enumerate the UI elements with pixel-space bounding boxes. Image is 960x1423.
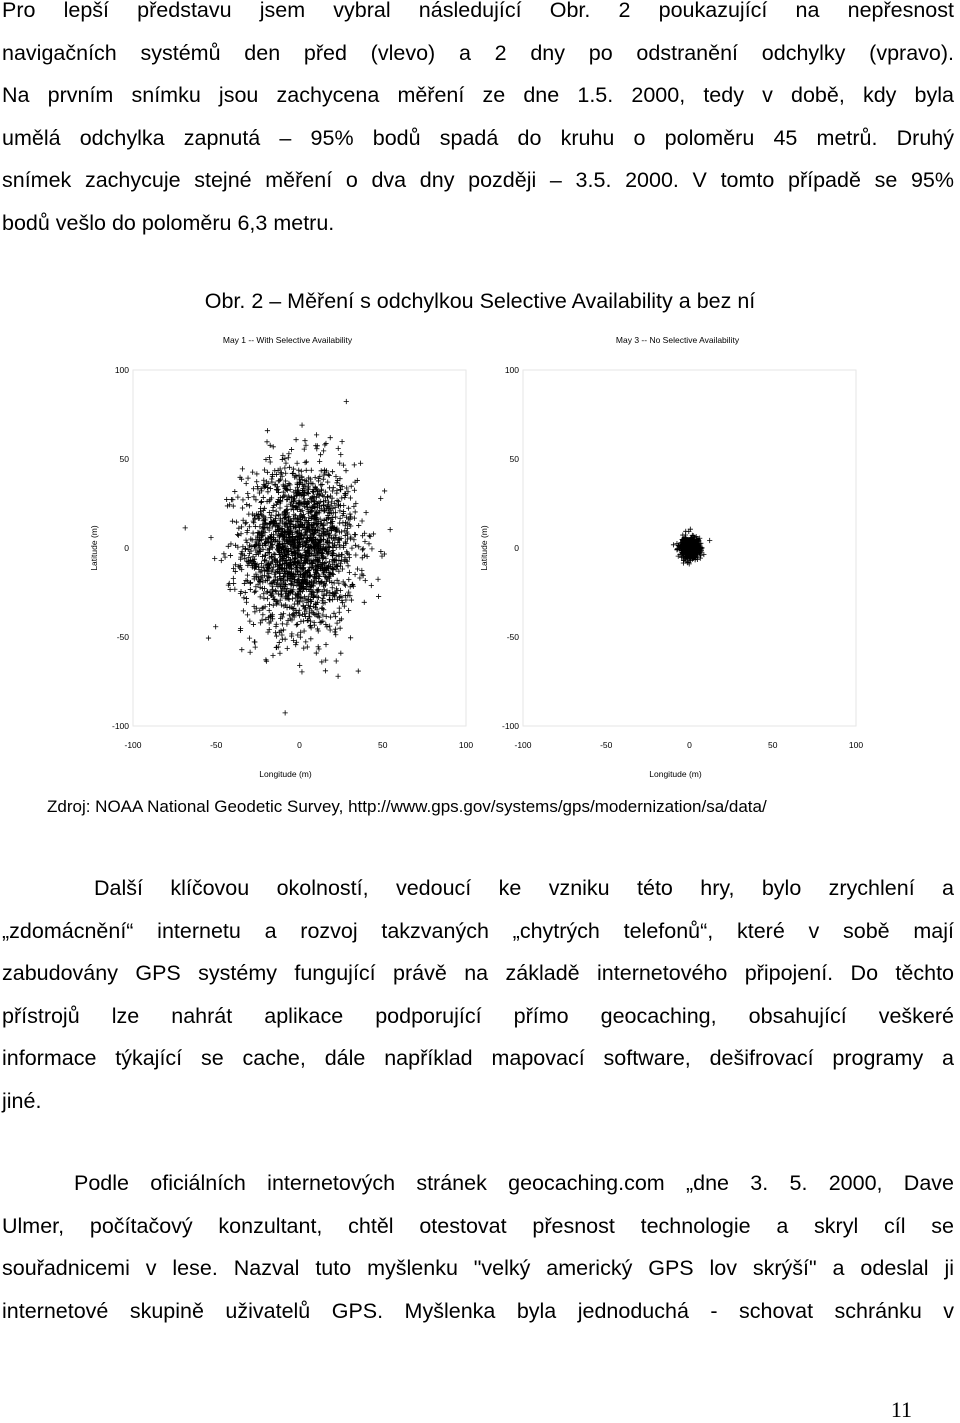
scatter-point: [343, 583, 348, 588]
scatter-point: [297, 608, 302, 613]
text-line: bodů vešlo do poloměru 6,3 metru.: [2, 210, 335, 235]
scatter-point: [265, 470, 270, 475]
scatter-point: [344, 399, 349, 404]
scatter-point: [228, 553, 233, 558]
scatter-point: [268, 459, 273, 464]
scatter-point: [294, 461, 299, 466]
scatter-point: [212, 556, 217, 561]
text-line: [2, 867, 954, 910]
scatter-point: [273, 630, 278, 635]
scatter-point: [241, 595, 246, 600]
scatter-chart-with-sa: [89, 335, 473, 779]
scatter-point: [293, 642, 298, 647]
scatter-point: [252, 639, 257, 644]
scatter-point: [230, 519, 235, 524]
scatter-point: [698, 556, 703, 561]
scatter-point: [250, 554, 255, 559]
scatter-point: [282, 465, 287, 470]
scatter-point: [246, 512, 251, 517]
x-tick-label: -50: [210, 740, 223, 750]
y-tick-label: 100: [114, 365, 129, 375]
scatter-point: [236, 526, 241, 531]
scatter-point: [240, 505, 245, 510]
scatter-chart-no-sa: [479, 335, 863, 779]
text-line: snímek zachycuje stejné měření o dva dny později – 3.5. 2000. V tomto případě se 95%: [2, 168, 954, 192]
scatter-point: [245, 491, 250, 496]
scatter-point: [243, 538, 248, 543]
y-tick-label: -100: [111, 721, 129, 731]
scatter-point: [304, 459, 309, 464]
scatter-point: [330, 585, 335, 590]
scatter-point: [317, 459, 322, 464]
scatter-point: [263, 657, 268, 662]
scatter-point: [243, 590, 248, 595]
scatter-point: [208, 535, 213, 540]
scatter-point: [308, 623, 313, 628]
scatter-point: [353, 532, 358, 537]
scatter-point: [298, 619, 303, 624]
scatter-point: [299, 469, 304, 474]
y-tick-label: 0: [124, 543, 129, 553]
scatter-point: [701, 552, 706, 557]
scatter-point: [250, 530, 255, 535]
scatter-point: [707, 538, 712, 543]
scatter-point: [318, 452, 323, 457]
y-tick-label: 50: [509, 454, 519, 464]
scatter-point: [315, 588, 320, 593]
scatter-point: [362, 553, 367, 558]
gps-scatter-figure: [80, 330, 900, 790]
scatter-point: [293, 437, 298, 442]
text-line: [2, 1162, 954, 1205]
scatter-point: [245, 612, 250, 617]
scatter-point: [378, 549, 383, 554]
intro-paragraph: [2, 0, 954, 244]
scatter-point: [352, 516, 357, 521]
scatter-point: [316, 646, 321, 651]
scatter-point: [303, 639, 308, 644]
scatter-point: [304, 468, 309, 473]
x-tick-label: -50: [600, 740, 613, 750]
scatter-point: [314, 432, 319, 437]
scatter-point: [332, 580, 337, 585]
scatter-point: [277, 505, 282, 510]
scatter-point: [309, 468, 314, 473]
scatter-point: [359, 518, 364, 523]
scatter-point: [224, 497, 229, 502]
body-paragraph-2: [2, 867, 954, 1122]
scatter-point: [356, 523, 361, 528]
scatter-point: [283, 478, 288, 483]
scatter-point: [251, 622, 256, 627]
scatter-point: [239, 524, 244, 529]
text-line: zabudovány GPS systémy fungující právě na základě internetového připojení. Do těchto: [2, 961, 954, 985]
scatter-point: [319, 482, 324, 487]
scatter-point: [235, 532, 240, 537]
scatter-point: [241, 608, 246, 613]
scatter-point: [274, 509, 279, 514]
scatter-point: [299, 422, 304, 427]
scatter-point: [297, 613, 302, 618]
page-number: 11: [890, 1397, 912, 1422]
scatter-point: [361, 546, 366, 551]
scatter-point: [267, 627, 272, 632]
text-line-content: Další klíčovou okolností, vedoucí ke vzniku této hry, bylo zrychlení a: [94, 876, 954, 900]
scatter-point: [232, 489, 237, 494]
scatter-point: [297, 663, 302, 668]
scatter-point: [327, 559, 332, 564]
scatter-point: [245, 572, 250, 577]
scatter-point: [346, 506, 351, 511]
scatter-point: [294, 622, 299, 627]
scatter-point: [267, 608, 272, 613]
scatter-point: [301, 618, 306, 623]
scatter-point: [351, 537, 356, 542]
scatter-point: [247, 619, 252, 624]
scatter-point: [219, 558, 224, 563]
scatter-point: [334, 658, 339, 663]
scatter-point: [360, 547, 365, 552]
y-axis-label: Latitude (m): [89, 525, 99, 571]
scatter-point: [296, 468, 301, 473]
text-line-content: Podle oficiálních internetových stránek geocaching.com „dne 3. 5. 2000, Dave: [74, 1171, 954, 1195]
scatter-point: [280, 621, 285, 626]
scatter-point: [247, 636, 252, 641]
scatter-point: [375, 577, 380, 582]
scatter-point: [283, 471, 288, 476]
scatter-point: [352, 572, 357, 577]
scatter-point: [321, 477, 326, 482]
scatter-point: [308, 636, 313, 641]
scatter-point: [274, 633, 279, 638]
x-axis-label: Longitude (m): [259, 769, 312, 779]
scatter-point: [356, 668, 361, 673]
scatter-point: [278, 471, 283, 476]
scatter-point: [339, 558, 344, 563]
scatter-point: [323, 668, 328, 673]
scatter-point: [341, 579, 346, 584]
scatter-point: [253, 645, 258, 650]
scatter-point: [262, 467, 267, 472]
scatter-point: [305, 644, 310, 649]
scatter-point: [286, 455, 291, 460]
scatter-point: [325, 479, 330, 484]
scatter-point: [330, 469, 335, 474]
scatter-point: [244, 481, 249, 486]
scatter-point: [289, 447, 294, 452]
scatter-point: [328, 435, 333, 440]
scatter-point: [332, 629, 337, 634]
scatter-point: [279, 470, 284, 475]
source-citation: Zdroj: NOAA National Geodetic Survey, http://www.gps.gov/systems/gps/modernization/sa/data/: [47, 797, 767, 816]
scatter-point: [298, 630, 303, 635]
scatter-point: [369, 546, 374, 551]
chart-title: May 1 -- With Selective Availability: [222, 335, 353, 345]
scatter-point: [346, 590, 351, 595]
scatter-point: [303, 460, 308, 465]
text-line: Pro lepší představu jsem vybral následující Obr. 2 poukazující na nepřesnost: [2, 0, 954, 22]
scatter-point: [344, 485, 349, 490]
scatter-point: [240, 552, 245, 557]
scatter-point: [228, 541, 233, 546]
scatter-point: [338, 626, 343, 631]
x-tick-label: 0: [297, 740, 302, 750]
scatter-point: [323, 642, 328, 647]
scatter-point: [286, 451, 291, 456]
x-axis-label: Longitude (m): [649, 769, 702, 779]
scatter-point: [230, 497, 235, 502]
x-tick-label: 50: [378, 740, 388, 750]
scatter-point: [273, 588, 278, 593]
scatter-point: [353, 552, 358, 557]
scatter-point: [258, 594, 263, 599]
scatter-point: [353, 509, 358, 514]
text-line: umělá odchylka zapnutá – 95% bodů spadá do kruhu o poloměru 45 metrů. Druhý: [2, 125, 954, 150]
scatter-point: [313, 475, 318, 480]
scatter-point: [244, 540, 249, 545]
scatter-point: [347, 570, 352, 575]
scatter-point: [206, 635, 211, 640]
scatter-point: [302, 628, 307, 633]
scatter-point: [352, 462, 357, 467]
scatter-point: [268, 486, 273, 491]
scatter-point: [362, 539, 367, 544]
scatter-point: [360, 555, 365, 560]
scatter-point: [348, 635, 353, 640]
scatter-point: [258, 500, 263, 505]
scatter-point: [270, 653, 275, 658]
scatter-point: [301, 646, 306, 651]
scatter-point: [343, 468, 348, 473]
scatter-point: [274, 622, 279, 627]
scatter-point: [345, 563, 350, 568]
scatter-point: [281, 627, 286, 632]
scatter-point: [349, 546, 354, 551]
scatter-point: [254, 552, 259, 557]
scatter-point: [284, 621, 289, 626]
text-line: navigačních systémů den před (vlevo) a 2 dny po odstranění odchylky (vpravo).: [2, 40, 954, 65]
scatter-point: [281, 611, 286, 616]
scatter-point: [671, 542, 676, 547]
scatter-point: [227, 502, 232, 507]
scatter-point: [348, 495, 353, 500]
scatter-point: [337, 483, 342, 488]
scatter-point: [342, 582, 347, 587]
scatter-point: [331, 485, 336, 490]
scatter-point: [339, 439, 344, 444]
scatter-point: [247, 503, 252, 508]
scatter-point: [289, 631, 294, 636]
scatter-point: [288, 487, 293, 492]
scatter-point: [363, 578, 368, 583]
scatter-point: [277, 651, 282, 656]
y-tick-label: -100: [501, 721, 519, 731]
scatter-point: [295, 622, 300, 627]
scatter-point: [280, 457, 285, 462]
scatter-point: [299, 669, 304, 674]
y-tick-label: -50: [506, 632, 519, 642]
text-line: Ulmer, počítačový konzultant, chtěl otestovat přesnost technologie a skryl cíl se: [2, 1213, 954, 1238]
scatter-point: [338, 452, 343, 457]
scatter-point: [246, 495, 251, 500]
scatter-point: [244, 600, 249, 605]
scatter-point: [183, 525, 188, 530]
scatter-point: [324, 624, 329, 629]
scatter-point: [306, 491, 311, 496]
scatter-point: [318, 482, 323, 487]
x-tick-label: 0: [687, 740, 692, 750]
x-tick-label: 100: [458, 740, 474, 750]
scatter-point: [320, 606, 325, 611]
scatter-point: [252, 590, 257, 595]
scatter-point: [302, 438, 307, 443]
scatter-point: [316, 644, 321, 649]
scatter-point: [339, 495, 344, 500]
scatter-point: [269, 476, 274, 481]
scatter-point: [265, 428, 270, 433]
scatter-point: [333, 632, 338, 637]
scatter-point: [248, 587, 253, 592]
scatter-point: [231, 581, 236, 586]
scatter-point: [346, 608, 351, 613]
scatter-point: [264, 659, 269, 664]
x-tick-label: 100: [848, 740, 864, 750]
scatter-point: [254, 479, 259, 484]
y-tick-label: 0: [514, 543, 519, 553]
scatter-point: [240, 466, 245, 471]
scatter-point: [260, 612, 265, 617]
scatter-point: [231, 576, 236, 581]
scatter-point: [221, 551, 226, 556]
scatter-point: [213, 624, 218, 629]
scatter-point: [271, 603, 276, 608]
scatter-point: [376, 594, 381, 599]
scatter-point: [231, 503, 236, 508]
scatter-point: [347, 511, 352, 516]
scatter-point: [338, 651, 343, 656]
scatter-point: [328, 627, 333, 632]
scatter-point: [226, 544, 231, 549]
scatter-point: [382, 488, 387, 493]
scatter-point: [337, 610, 342, 615]
scatter-point: [267, 602, 272, 607]
scatter-point: [329, 580, 334, 585]
scatter-point: [327, 473, 332, 478]
scatter-point: [336, 446, 341, 451]
scatter-point: [334, 621, 339, 626]
scatter-point: [334, 480, 339, 485]
scatter-point: [337, 516, 342, 521]
text-line: přístrojů lze nahrát aplikace podporující přímo geocaching, obsahující veškeré: [2, 1003, 954, 1028]
scatter-point: [337, 520, 342, 525]
scatter-point: [290, 596, 295, 601]
scatter-point: [235, 495, 240, 500]
scatter-point: [333, 627, 338, 632]
scatter-point: [388, 527, 393, 532]
scatter-point: [268, 515, 273, 520]
body-paragraph-3: [2, 1162, 954, 1332]
scatter-point: [346, 577, 351, 582]
text-line: jiné.: [2, 1088, 42, 1113]
text-line: Na prvním snímku jsou zachycena měření ze dne 1.5. 2000, tedy v době, kdy byla: [2, 83, 954, 107]
scatter-point: [321, 448, 326, 453]
x-tick-label: -100: [514, 740, 532, 750]
scatter-point: [335, 674, 340, 679]
scatter-point: [314, 446, 319, 451]
chart-title: May 3 -- No Selective Availability: [615, 335, 740, 345]
scatter-point: [366, 541, 371, 546]
scatter-point: [248, 650, 253, 655]
scatter-point: [265, 489, 270, 494]
scatter-point: [234, 519, 239, 524]
scatter-points: [671, 527, 712, 567]
scatter-point: [277, 640, 282, 645]
scatter-point: [248, 536, 253, 541]
y-tick-label: 50: [119, 454, 129, 464]
scatter-point: [222, 555, 227, 560]
scatter-point: [248, 581, 253, 586]
scatter-point: [287, 612, 292, 617]
scatter-point: [283, 710, 288, 715]
scatter-point: [245, 476, 250, 481]
scatter-point: [263, 553, 268, 558]
scatter-point: [232, 587, 237, 592]
scatter-point: [327, 597, 332, 602]
scatter-point: [352, 488, 357, 493]
scatter-point: [265, 596, 270, 601]
scatter-point: [239, 647, 244, 652]
text-line: informace týkající se cache, dále například mapovací software, dešifrovací programy a: [2, 1046, 954, 1070]
scatter-point: [369, 583, 374, 588]
scatter-point: [349, 484, 354, 489]
scatter-point: [283, 637, 288, 642]
x-tick-label: -100: [124, 740, 142, 750]
scatter-point: [295, 598, 300, 603]
text-line: „zdomácnění“ internetu a rozvoj takzvaných „chytrých telefonů“, které v sobě mají: [2, 918, 954, 943]
scatter-point: [368, 534, 373, 539]
scatter-point: [253, 589, 258, 594]
scatter-point: [314, 650, 319, 655]
figure-caption: Obr. 2 – Měření s odchylkou Selective Availability a bez ní: [204, 289, 756, 313]
x-tick-label: 50: [768, 740, 778, 750]
y-tick-label: -50: [116, 632, 129, 642]
y-tick-label: 100: [504, 365, 519, 375]
scatter-point: [328, 614, 333, 619]
scatter-point: [225, 503, 230, 508]
scatter-point: [378, 496, 383, 501]
scatter-point: [261, 596, 266, 601]
scatter-point: [283, 461, 288, 466]
scatter-point: [362, 600, 367, 605]
scatter-point: [285, 646, 290, 651]
text-line: souřadnicemi v lese. Nazval tuto myšlenku "velký americký GPS lov skrýší" a odeslal ji: [2, 1256, 954, 1280]
scatter-point: [358, 461, 363, 466]
scatter-point: [240, 497, 245, 502]
y-axis-label: Latitude (m): [479, 525, 489, 571]
scatter-point: [244, 502, 249, 507]
scatter-point: [273, 513, 278, 518]
text-line: internetové skupině uživatelů GPS. Myšlenka byla jednoduchá - schovat schránku v: [2, 1298, 954, 1323]
scatter-point: [279, 632, 284, 637]
scatter-point: [363, 510, 368, 515]
scatter-point: [264, 439, 269, 444]
scatter-points: [183, 399, 393, 716]
scatter-point: [273, 589, 278, 594]
scatter-point: [364, 554, 369, 559]
scatter-point: [265, 630, 270, 635]
